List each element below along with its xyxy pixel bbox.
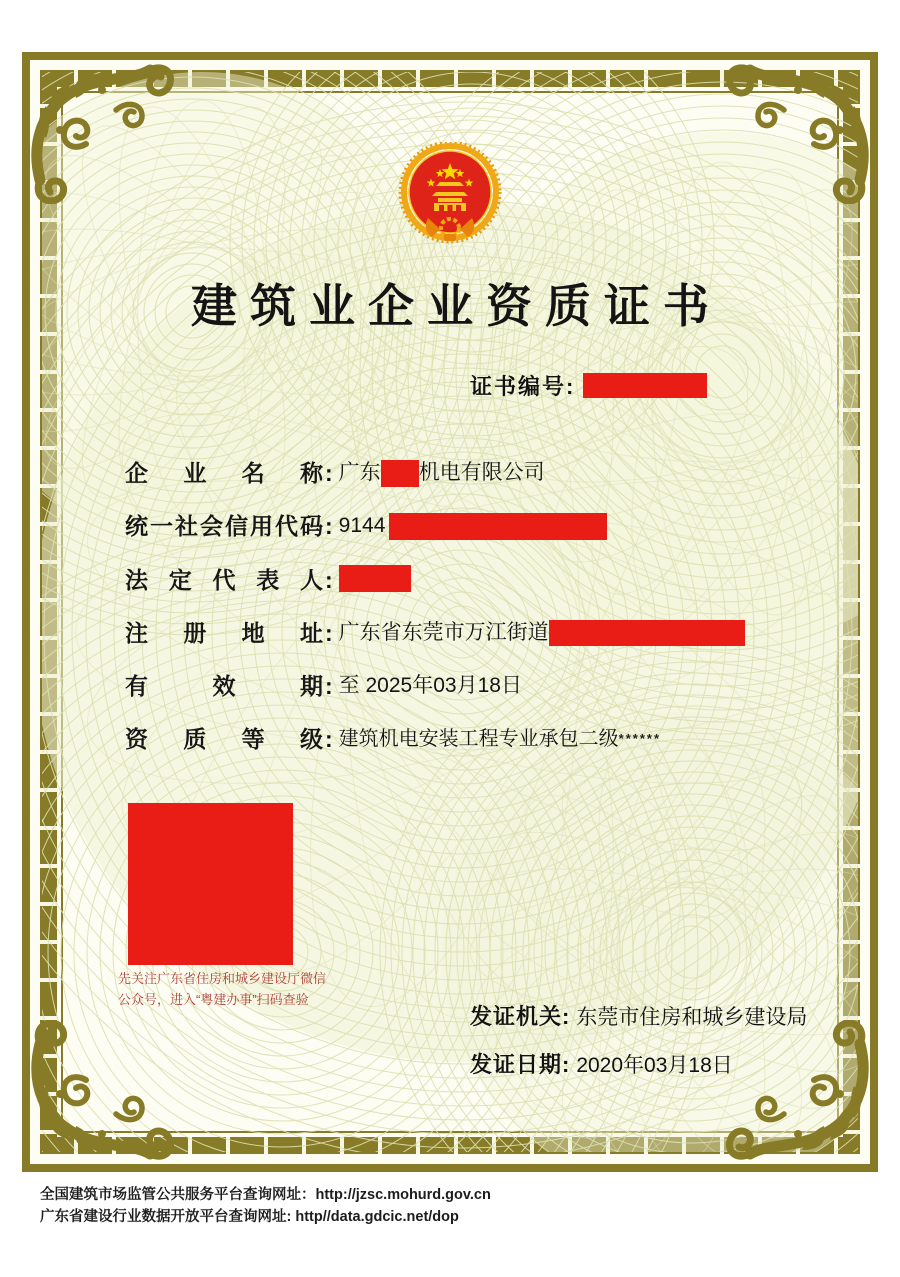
footer-note-national: 全国建筑市场监管公共服务平台查询网址：http://jzsc.mohurd.gov.cn (40, 1187, 491, 1203)
field-value-credit-code (339, 511, 608, 541)
legal-rep-redaction (339, 565, 411, 592)
credit-code-redaction (389, 513, 607, 540)
field-row-grade (125, 724, 661, 754)
qr-code-redaction (128, 803, 293, 965)
field-label-address: 注册地址 (125, 620, 323, 646)
field-colon: : (325, 620, 333, 646)
certificate-border (22, 52, 878, 1172)
footer-note-guangdong: 广东省建设行业数据开放平台查询网址: http//data.gdcic.net/dop (40, 1209, 459, 1225)
footer-notes (40, 1184, 491, 1228)
certificate-title: 建筑业企业资质证书 (191, 280, 722, 332)
field-colon: : (325, 460, 333, 486)
qr-caption-line1: 先关注广东省住房和城乡建设厅微信 (118, 971, 327, 986)
field-colon: : (325, 673, 333, 699)
field-value-legal-rep (339, 565, 411, 592)
field-label-grade: 资质等级 (125, 726, 323, 752)
cert-no-label: 证书编号: (470, 374, 576, 399)
field-colon: : (325, 567, 333, 593)
field-label-valid-until: 有效期 (125, 673, 323, 699)
corner-ornament-bottom-right (726, 1020, 876, 1170)
field-value-company (339, 458, 545, 488)
field-row-address (125, 618, 745, 648)
issuer-value: 东莞市住房和城乡建设局 (576, 1005, 808, 1029)
corner-ornament-bottom-left (24, 1020, 174, 1170)
field-colon: : (325, 726, 333, 752)
company-suffix: 机电有限公司 (418, 461, 545, 484)
field-value-valid-until: 至 2025年03月18日 (338, 674, 522, 697)
company-redaction (381, 460, 419, 487)
company-prefix: 广东 (338, 461, 381, 484)
grade-asterisks: ****** (618, 731, 662, 746)
field-label-legal-rep: 法定代表人 (125, 567, 323, 593)
field-label-company: 企业名称 (125, 460, 323, 486)
issue-date-label: 发证日期: (470, 1052, 571, 1077)
issue-date-row (470, 1048, 733, 1079)
corner-ornament-top-left (24, 54, 174, 204)
field-label-credit-code: 统一社会信用代码 (125, 513, 323, 539)
corner-ornament-top-right (726, 54, 876, 204)
issue-date-value: 2020年03月18日 (576, 1053, 733, 1077)
grade-text: 建筑机电安装工程专业承包二级 (338, 728, 619, 750)
field-row-credit-code (125, 511, 607, 541)
field-value-address (339, 618, 745, 648)
field-colon: : (325, 513, 333, 539)
field-row-valid-until (125, 671, 522, 701)
china-national-emblem-icon (398, 142, 502, 248)
address-redaction (549, 620, 745, 646)
cert-no-redaction (583, 373, 707, 398)
field-row-legal-rep (125, 565, 411, 595)
cert-no-row (470, 370, 707, 401)
qr-caption (118, 968, 378, 1010)
qr-caption-line2: 公众号，进入“粤建办事”扫码查验 (118, 992, 309, 1007)
address-prefix: 广东省东莞市万江街道 (338, 621, 549, 644)
credit-code-prefix: 9144 (338, 514, 386, 537)
field-row-company (125, 458, 545, 488)
field-value-grade (339, 724, 661, 754)
issuer-label: 发证机关: (470, 1004, 571, 1029)
